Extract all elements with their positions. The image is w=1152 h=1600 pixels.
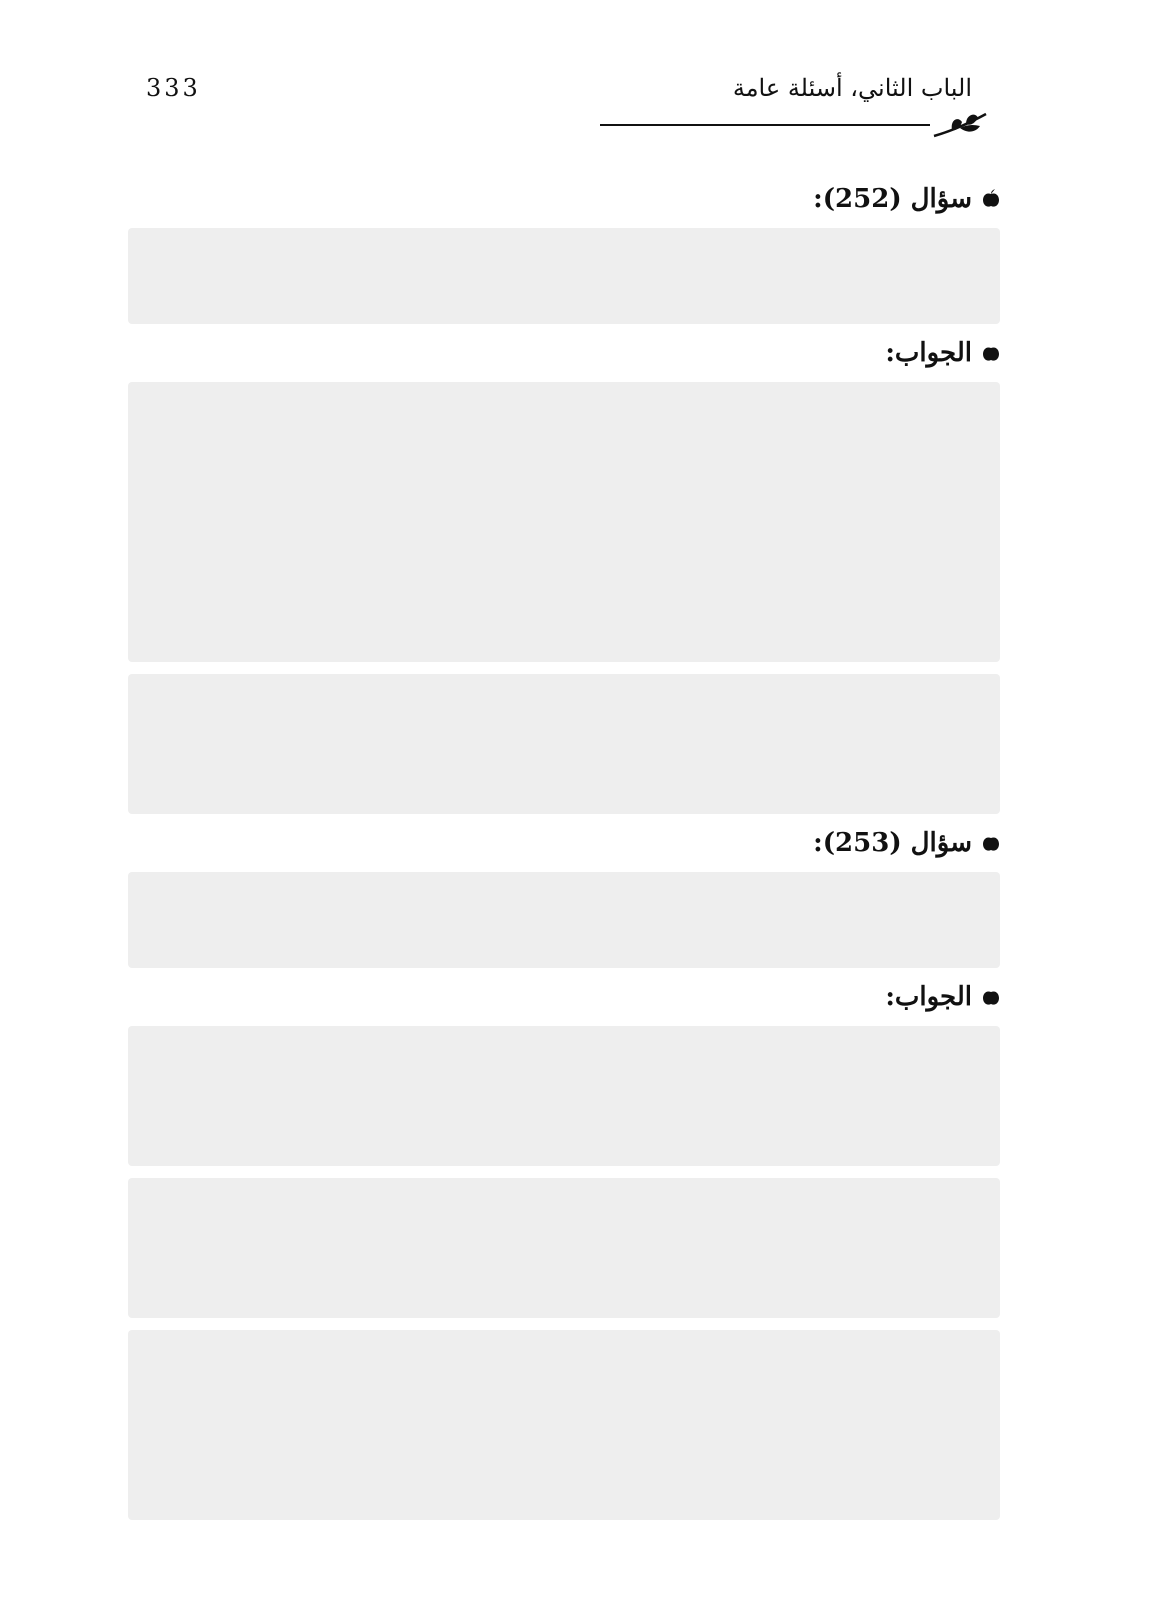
header-rule [600,124,930,126]
answer-paragraph [128,1026,1000,1166]
running-header: الباب الثاني، أسئلة عامة [732,74,972,102]
apple-bullet-icon [982,833,1000,853]
question-text [128,872,1000,968]
answer-paragraph [128,674,1000,814]
answer-heading [128,982,1000,1012]
question-heading [128,184,1000,214]
answer-paragraph [128,1178,1000,1318]
answer-paragraph [128,1330,1000,1520]
question-label: سؤال (252): [813,184,972,214]
answer-label: الجواب: [885,338,972,368]
answer-heading [128,338,1000,368]
apple-bullet-icon [982,987,1000,1007]
question-heading [128,828,1000,858]
apple-bullet-icon [982,343,1000,363]
answer-paragraph [128,382,1000,662]
answer-label: الجواب: [885,982,972,1012]
question-label: سؤال (253): [813,828,972,858]
question-text [128,228,1000,324]
page-content [128,170,1000,1532]
leaf-ornament-icon [930,104,990,144]
apple-bullet-icon [982,189,1000,209]
page-number: 333 [146,74,201,102]
